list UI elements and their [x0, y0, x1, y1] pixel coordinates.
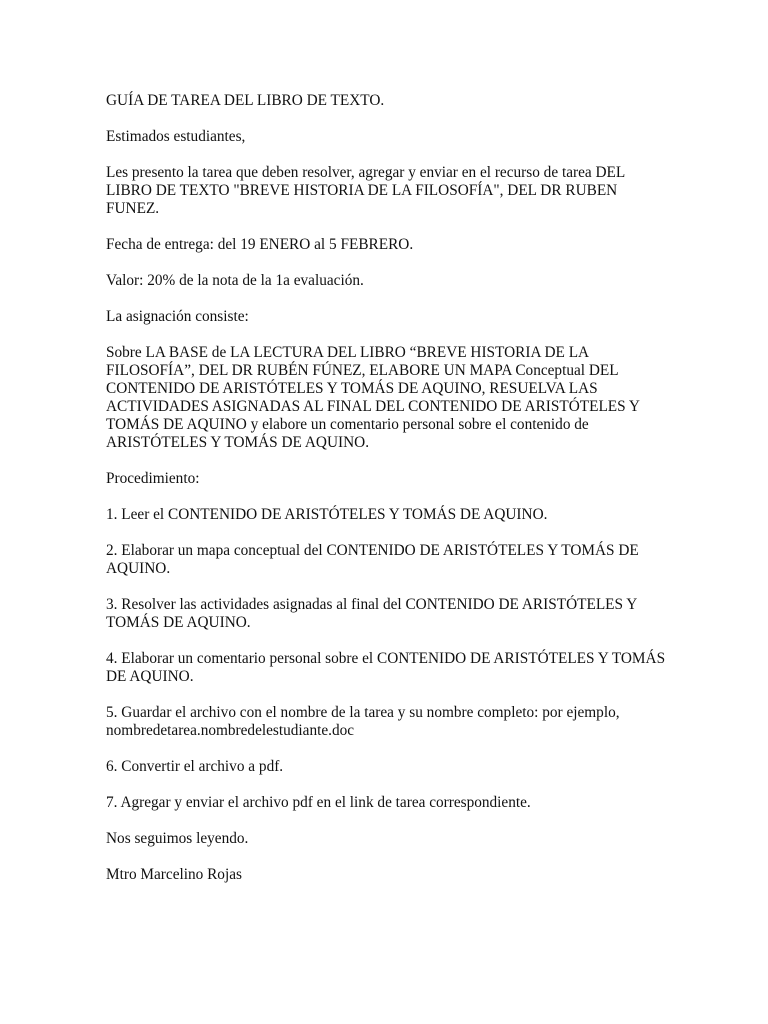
procedure-step-7: 7. Agregar y enviar el archivo pdf en el link de tarea correspondiente.	[106, 794, 531, 811]
intro-paragraph: Les presento la tarea que deben resolver, agregar y enviar en el recurso de tarea DEL LIBRO DE TEXTO "BREVE HISTORIA DE LA FILOSOFÍA", DEL DR RUBEN FUNEZ.	[106, 164, 625, 217]
assignment-heading: La asignación consiste:	[106, 308, 249, 325]
procedure-step-4: 4. Elaborar un comentario personal sobre el CONTENIDO DE ARISTÓTELES Y TOMÁS DE AQUINO.	[106, 650, 666, 685]
grade-value: Valor: 20% de la nota de la 1a evaluación.	[106, 272, 364, 289]
procedure-heading: Procedimiento:	[106, 470, 200, 487]
document-title: GUÍA DE TAREA DEL LIBRO DE TEXTO.	[106, 92, 385, 109]
document-body	[106, 92, 666, 902]
closing-line: Nos seguimos leyendo.	[106, 830, 249, 847]
greeting: Estimados estudiantes,	[106, 128, 246, 145]
procedure-step-6: 6. Convertir el archivo a pdf.	[106, 758, 284, 775]
procedure-step-3: 3. Resolver las actividades asignadas al final del CONTENIDO DE ARISTÓTELES Y TOMÁS DE AQUINO.	[106, 596, 637, 631]
signature: Mtro Marcelino Rojas	[106, 866, 242, 883]
procedure-step-5: 5. Guardar el archivo con el nombre de la tarea y su nombre completo: por ejemplo, nombredetarea.nombredelestudiante.doc	[106, 704, 620, 739]
assignment-text: Sobre LA BASE de LA LECTURA DEL LIBRO “BREVE HISTORIA DE LA FILOSOFÍA”, DEL DR RUBÉN FÚNEZ, ELABORE UN MAPA Conceptual DEL CONTENIDO DE ARISTÓTELES Y TOMÁS DE AQUINO, RESUELVA LAS ACTIVIDADES ASIGNADAS AL FINAL DEL CONTENIDO DE ARISTÓTELES Y TOMÁS DE AQUINO y elabore un comentario personal sobre el contenido de ARISTÓTELES Y TOMÁS DE AQUINO.	[106, 344, 640, 451]
procedure-step-2: 2. Elaborar un mapa conceptual del CONTENIDO DE ARISTÓTELES Y TOMÁS DE AQUINO.	[106, 542, 639, 577]
procedure-step-1: 1. Leer el CONTENIDO DE ARISTÓTELES Y TOMÁS DE AQUINO.	[106, 506, 548, 523]
due-date: Fecha de entrega: del 19 ENERO al 5 FEBRERO.	[106, 236, 414, 253]
